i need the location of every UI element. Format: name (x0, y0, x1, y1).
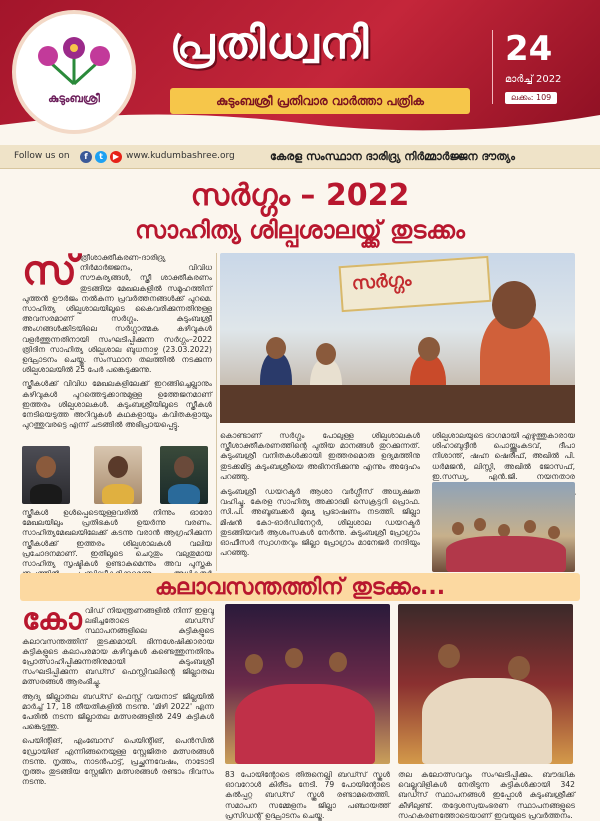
article1-col1-paragraph3: സ്ത്രീകൾ ഉൾപ്പെടെയുള്ളവരിൽ നിന്നും ഓരോ മേഖലയിലും പ്രതിഭകൾ ഉയർന്നു വരണം. സാഹിത്യമേഖലയിലേക്ക് കടന്നു വരാൻ ആഗ്രഹിക്കുന്ന സ്ത്രീകൾക്ക് ഇത്തരം ശില്പശാലകൾ വലിയ പ്രചോദനമാണ്. ഇതിലൂടെ ചെറുതും വലുതുമായ സാഹിത്യ സൃഷ്ടികൾ ഉണ്ടാകുമെന്നും അവ പുസ്തക (22, 508, 212, 569)
article1-col1-lower (22, 508, 212, 570)
article1-col2-paragraph1: കൊണ്ടാണ് സർഗ്ഗം പോലുള്ള ശില്പശാലകൾ സ്ത്രീശാക്തീകരണത്തിന്റെ പുതിയ മാനങ്ങൾ തുറക്കുന്നത്. കുടുംബശ്രീ വനിതകൾക്കായി ഇത്തരമൊരു ഉദ്യമത്തിനു തുടക്കമിട്ട കുടുംബശ്രീയെ അഭിനന്ദിക്കുന്നു എന്നും അദ്ദേഹം പറഞ്ഞു. (220, 431, 420, 481)
newsletter-subtitle: കുടുംബശ്രീ പ്രതിവാര വാർത്താ പത്രിക (170, 88, 470, 114)
article1-column1 (22, 248, 212, 441)
mission-tagline: കേരള സംസ്ഥാന ദാരിദ്ര്യ നിർമ്മാർജ്ജന ദൗത്യം (270, 150, 516, 163)
twitter-icon[interactable]: t (95, 151, 107, 163)
article2-column1 (22, 602, 214, 794)
article2-col1-paragraph2: ആദ്യ ജില്ലാതല ബഡ്സ് ഫെസ്റ്റ് വയനാട് ജില്ലയിൽ മാർച്ച് 17, 18 തീയതികളിൽ നടന്നു. 'മിഴി 2022' എന്ന പേരിൽ നടന്ന ജില്ലാതല മത്സരങ്ങളിൽ 249 കുട്ടികൾ പങ്കെടുത്തു. (22, 691, 214, 732)
article2-col2-paragraph1: 83 പോയിന്റോടെ തിരുനെല്ലി ബഡ്സ് സ്കൂൾ ഓവറോൾ കിരീടം നേടി. 79 പോയിന്റോടെ കൽപ്പറ്റ ബഡ്സ് സ്കൂൾ രണ്ടാമതെത്തി. സമാപന സമ്മേളനം ജില്ലാ പഞ്ചായത്ത് പ്രസിഡന്റ് ഉദ്ഘാടനം ചെയ്തു. (225, 770, 390, 820)
article2-dropcap: കോ (22, 602, 82, 637)
issue-info (492, 30, 588, 104)
facebook-icon[interactable]: f (80, 151, 92, 163)
article1-col1-paragraph1: ത്രീശാക്തീകരണ-ദാരിദ്ര്യ നിർമാർജ്ജനം, വിവിധ സൗകര്യങ്ങൾ, സ്ത്രീ ശാക്തീകരണം തുടങ്ങിയ മേഖലകളിൽ സമൂഹത്തിന് പുത്തൻ ഊർജം നൽകുന്ന പ്രവർത്തനങ്ങൾക്ക് പുറമെ. സാഹിത്യ ശില്പശാലയിലൂടെ കൈവരിക്കുന്നതിനുള്ള അവസരമാണ് സർഗ്ഗം. കുടുംബശ്രീ അംഗങ്ങൾക്കിടയിലെ സർഗ്ഗാത്മക കഴിവുകൾ വളർത്തുന്നതിനായി സംഘടിപ്പിക്കുന്ന സർഗ്ഗം–2022 ത്രിദിന സാഹിത്യ ശില്പശാല ബുധനാഴ്ച (23.03.2022) ഉദ്ഘാടനം ചെയ്തു. സംസ്ഥാന തലത്തിൽ നടക്കുന്ന ശില്പശാലയിൽ 25 പേർ പങ്കെടുക്കുന്നു. (22, 253, 212, 375)
article1-column3 (432, 431, 575, 479)
article1-col2-paragraph2: കുടുംബശ്രീ ഡയറക്ടർ ആശാ വർഗ്ഗീസ് അധ്യക്ഷത വഹിച്ചു. കേരള സാഹിത്യ അക്കാദമി സെക്രട്ടറി പ്രൊഫ. സി.പി. അബൂബക്കർ മുഖ്യ പ്രഭാഷണം നടത്തി. ജില്ലാ മിഷൻ കോ-ഓർഡിനേറ്റർ, ശില്പശാല ഡയറക്ടർ തുടങ്ങിയവർ ആശംസകൾ നേർന്നു. കുടുംബശ്രീ പ്രോഗ്രാം ഓഫീസർ സ്വാഗതവും ജില്ലാ പ്രോഗ്രാം മാനേജർ നന്ദിയും പറഞ്ഞു. (220, 487, 420, 558)
issue-number: 24 (505, 29, 553, 69)
website-link[interactable]: www.kudumbashree.org (126, 151, 235, 161)
event-banner (339, 256, 492, 312)
article2-col1-paragraph1: വിഡ് നിയന്ത്രണങ്ങളിൽ നിന്ന് ഇളവു ലഭിച്ചതോടെ ബഡ്സ് സ്ഥാപനങ്ങളിലെ കുട്ടികളുടെ കലാവസന്തത്തിന് തുടക്കമായി. ഭിന്നശേഷിക്കാരായ കുട്ടികളുടെ കലാപരമായ കഴിവുകൾ കണ്ടെത്തുന്നതിനും പ്രോത്സാഹിപ്പിക്കുന്നതിനുമായി കുടുംബശ്രീ സംഘടിപ്പിക്കുന്ന ബഡ്സ് ഫെസ്റ്റിവലിന്റെ ജില്ലാതല മത്സരങ്ങൾ ആരംഭിച്ചു. (22, 606, 214, 687)
speaker-photo-1 (22, 446, 70, 504)
newsletter-title: പ്രതിധ്വനി (170, 18, 370, 69)
article2-header-band (20, 573, 580, 601)
workshop-audience-photo (432, 482, 575, 572)
sargam-event-photo (220, 253, 575, 423)
buds-fest-trophy-photo (398, 604, 573, 764)
buds-fest-stage-photo (225, 604, 390, 764)
article1-col1-paragraph2: സ്ത്രീകൾക്ക് വിവിധ മേഖലകളിലേക്ക് ഇറങ്ങിച്ചെല്ലാനും കഴിവുകൾ പുറത്തെടുക്കാനുമുള്ള ഉത്തേജനമാണ് ഇത്തരം ശില്പശാലകൾ. കുടുംബശ്രീയിലൂടെ സ്ത്രീകൾ നേടിയെടുത്ത അറിവുകൾ കഥകളായും കവിതകളായും പുറത്തുവരട്ടെ എന്ന് ചടങ്ങിൽ അഭിപ്രായപ്പെട്ടു. (22, 379, 212, 430)
article2-column2 (225, 770, 390, 820)
article1-col3-paragraph1: ശില്പശാലയുടെ ഭാഗമായി എഴുത്തുകാരായ ശിഹാബുദ്ദീൻ പൊയ്ത്തുംകടവ്, ദീപാ നിശാന്ത്, ഷഹ്ന ഷെരീഫ്, അഖിൽ പി. ധർമജൻ, ലിസ്സി, അഖിൽ ജോസഫ്, ഇ.സന്ധ്യ, എൻ.ജി. നയനതാര (432, 431, 575, 481)
article2-col1-paragraph3: പെയിന്റിങ്, എംബോസ് പെയിന്റിങ്, പെൻസിൽ ഡ്രോയിങ് എന്നിങ്ങനെയുള്ള സ്റ്റേജിതര മത്സരങ്ങൾ നടന്നു. നൃത്തം, നാടൻപാട്ട്, പ്രച്ഛന്നവേഷം, നാടോടി നൃത്തം തുടങ്ങിയ സ്റ്റേജിന മത്സരങ്ങൾ രണ്ടാം ദിവസം നടന്നു. (22, 736, 214, 787)
flower-icon (16, 14, 132, 130)
article2-column3 (398, 770, 575, 820)
article2-headline: കലാവസന്തത്തിന് തുടക്കം... (154, 575, 446, 600)
article1-column2 (220, 431, 420, 571)
issue-tag: ലക്കം: 109 (505, 92, 557, 104)
masthead (0, 0, 600, 145)
article2-col3-paragraph1: തല കലോത്സവവും സംഘടിപ്പിക്കും. ബൗദ്ധിക വെല്ലുവിളികൾ നേരിടുന്ന കുട്ടികൾക്കായി 342 ബഡ്സ് സ്ഥാപനങ്ങൾ ഇപ്പോൾ കുടുംബശ്രീക്ക് കീഴിലുണ്ട്. തദ്ദേശസ്വയംഭരണ സ്ഥാപനങ്ങളുടെ സഹകരണത്തോടെയാണ് ഇവയുടെ പ്രവർത്തനം. (398, 770, 575, 820)
conference-table (220, 385, 575, 423)
follow-label: Follow us on (14, 151, 70, 161)
speaker-photo-3 (160, 446, 208, 504)
event-banner-text: സർഗ്ഗം (351, 269, 413, 295)
follow-bar (0, 145, 600, 169)
column-divider (216, 253, 217, 571)
kudumbashree-logo (12, 10, 136, 134)
speaker-photo-2 (94, 446, 142, 504)
logo-text: കുടുംബശ്രീ (48, 92, 100, 105)
youtube-icon[interactable]: ▶ (110, 151, 122, 163)
article1-headline-line2: സാഹിത്യ ശില്പശാലയ്ക്ക് തുടക്കം (135, 216, 465, 244)
article1-dropcap: സ് (22, 248, 77, 294)
issue-date: മാർച്ച് 2022 (505, 74, 562, 85)
article1-headline-line1: സർഗ്ഗം – 2022 (190, 178, 410, 213)
